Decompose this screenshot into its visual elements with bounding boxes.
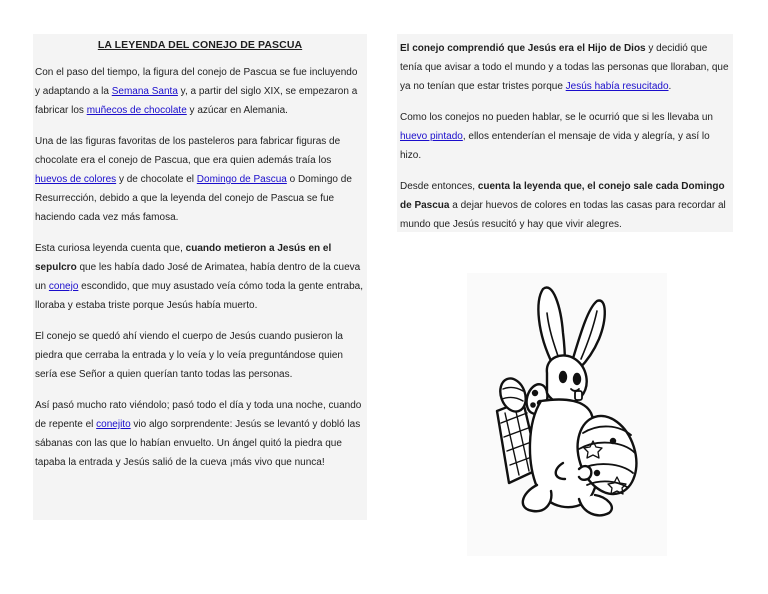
paragraph-6-bold-1: El conejo comprendió que Jesús era el Hijo de Dios (400, 43, 646, 54)
left-column (33, 34, 367, 520)
paragraph-4-text-1: El conejo se quedó ahí viendo el cuerpo de Jesús cuando pusieron la piedra que cerraba la entrada y lo veía y lo veía preguntándose quien sería ese Señor a quien querían tanto todas las personas. (35, 331, 343, 380)
link-semana-santa[interactable]: Semana Santa (111, 86, 178, 97)
page-title: LA LEYENDA DEL CONEJO DE PASCUA (97, 39, 303, 51)
easter-bunny-with-egg-basket-icon (467, 273, 667, 556)
paragraph-7 (400, 108, 730, 165)
paragraph-2-text-3: o Domingo de Resurrección, debido a que la leyenda del conejo de Pascua se fue haciendo cada vez más famosa. (35, 174, 352, 223)
link-munecos-de-chocolate[interactable]: muñecos de chocolate (86, 105, 187, 116)
paragraph-6 (400, 39, 730, 96)
link-huevos-de-colores[interactable]: huevos de colores (35, 174, 117, 185)
paragraph-7-text-2: , ellos entenderían el mensaje de vida y alegría, y así lo hizo. (400, 131, 710, 161)
paragraph-5 (35, 396, 365, 472)
paragraph-1 (35, 63, 365, 120)
link-domingo-de-pascua[interactable]: Domingo de Pascua (196, 174, 287, 185)
link-conejito[interactable]: conejito (96, 419, 131, 430)
paragraph-2-text-1: Una de las figuras favoritas de los pasteleros para fabricar figuras de chocolate era el conejo de Pascua, que era quien además traía los (35, 136, 341, 166)
paragraph-3-text-2: que les había dado José de Arimatea, había dentro de la cueva un (35, 262, 361, 292)
paragraph-2-text-2: y de chocolate el (116, 174, 197, 185)
paragraph-4 (35, 327, 365, 384)
link-jesus-habia-resucitado[interactable]: Jesús había resucitado (565, 81, 669, 92)
paragraph-3 (35, 239, 365, 315)
right-column (397, 34, 733, 232)
paragraph-1-text-1: Con el paso del tiempo, la figura del conejo de Pascua se fue incluyendo y adaptando a la (35, 67, 358, 97)
paragraph-3-bold-1: cuando metieron a Jesús en el sepulcro (35, 243, 332, 273)
paragraph-8-text-1: Desde entonces, (400, 181, 478, 192)
paragraph-6-text-1: y decidió que tenía que avisar a todo el mundo y a todas las personas que lloraban, que ya no tenían que estar tristes porque (400, 43, 729, 92)
paragraph-7-text-1: Como los conejos no pueden hablar, se le ocurrió que si les llevaba un (400, 112, 713, 123)
paragraph-8-bold-1: cuenta la leyenda que, el conejo sale cada Domingo de Pascua (400, 181, 725, 211)
paragraph-5-text-2: vio algo sorprendente: Jesús se levantó y dobló las sábanas con las que lo habían envuelto. Un ángel quitó la piedra que tapaba la entrada y Jesús salió de la cueva ¡más vivo que nunca! (35, 419, 361, 468)
paragraph-3-text-1: Esta curiosa leyenda cuenta que, (35, 243, 186, 254)
link-conejo[interactable]: conejo (48, 281, 79, 292)
paragraph-8 (400, 177, 730, 234)
paragraph-6-text-2: . (668, 81, 672, 92)
paragraph-2 (35, 132, 365, 227)
paragraph-3-text-3: escondido, que muy asustado veía cómo toda la gente entraba, lloraba y estaba triste porque Jesús había muerto. (35, 281, 364, 311)
paragraph-1-text-3: y azúcar en Alemania. (186, 105, 288, 116)
paragraph-1-text-2: y, a partir del siglo XIX, se empezaron a fabricar los (35, 86, 358, 116)
paragraph-5-text-1: Así pasó mucho rato viéndolo; pasó todo el día y toda una noche, cuando de repente el (35, 400, 362, 430)
link-huevo-pintado[interactable]: huevo pintado (400, 131, 463, 142)
paragraph-8-text-2: a dejar huevos de colores en todas las casas para recordar al mundo que Jesús resucitó y hay que vivir alegres. (400, 200, 726, 230)
